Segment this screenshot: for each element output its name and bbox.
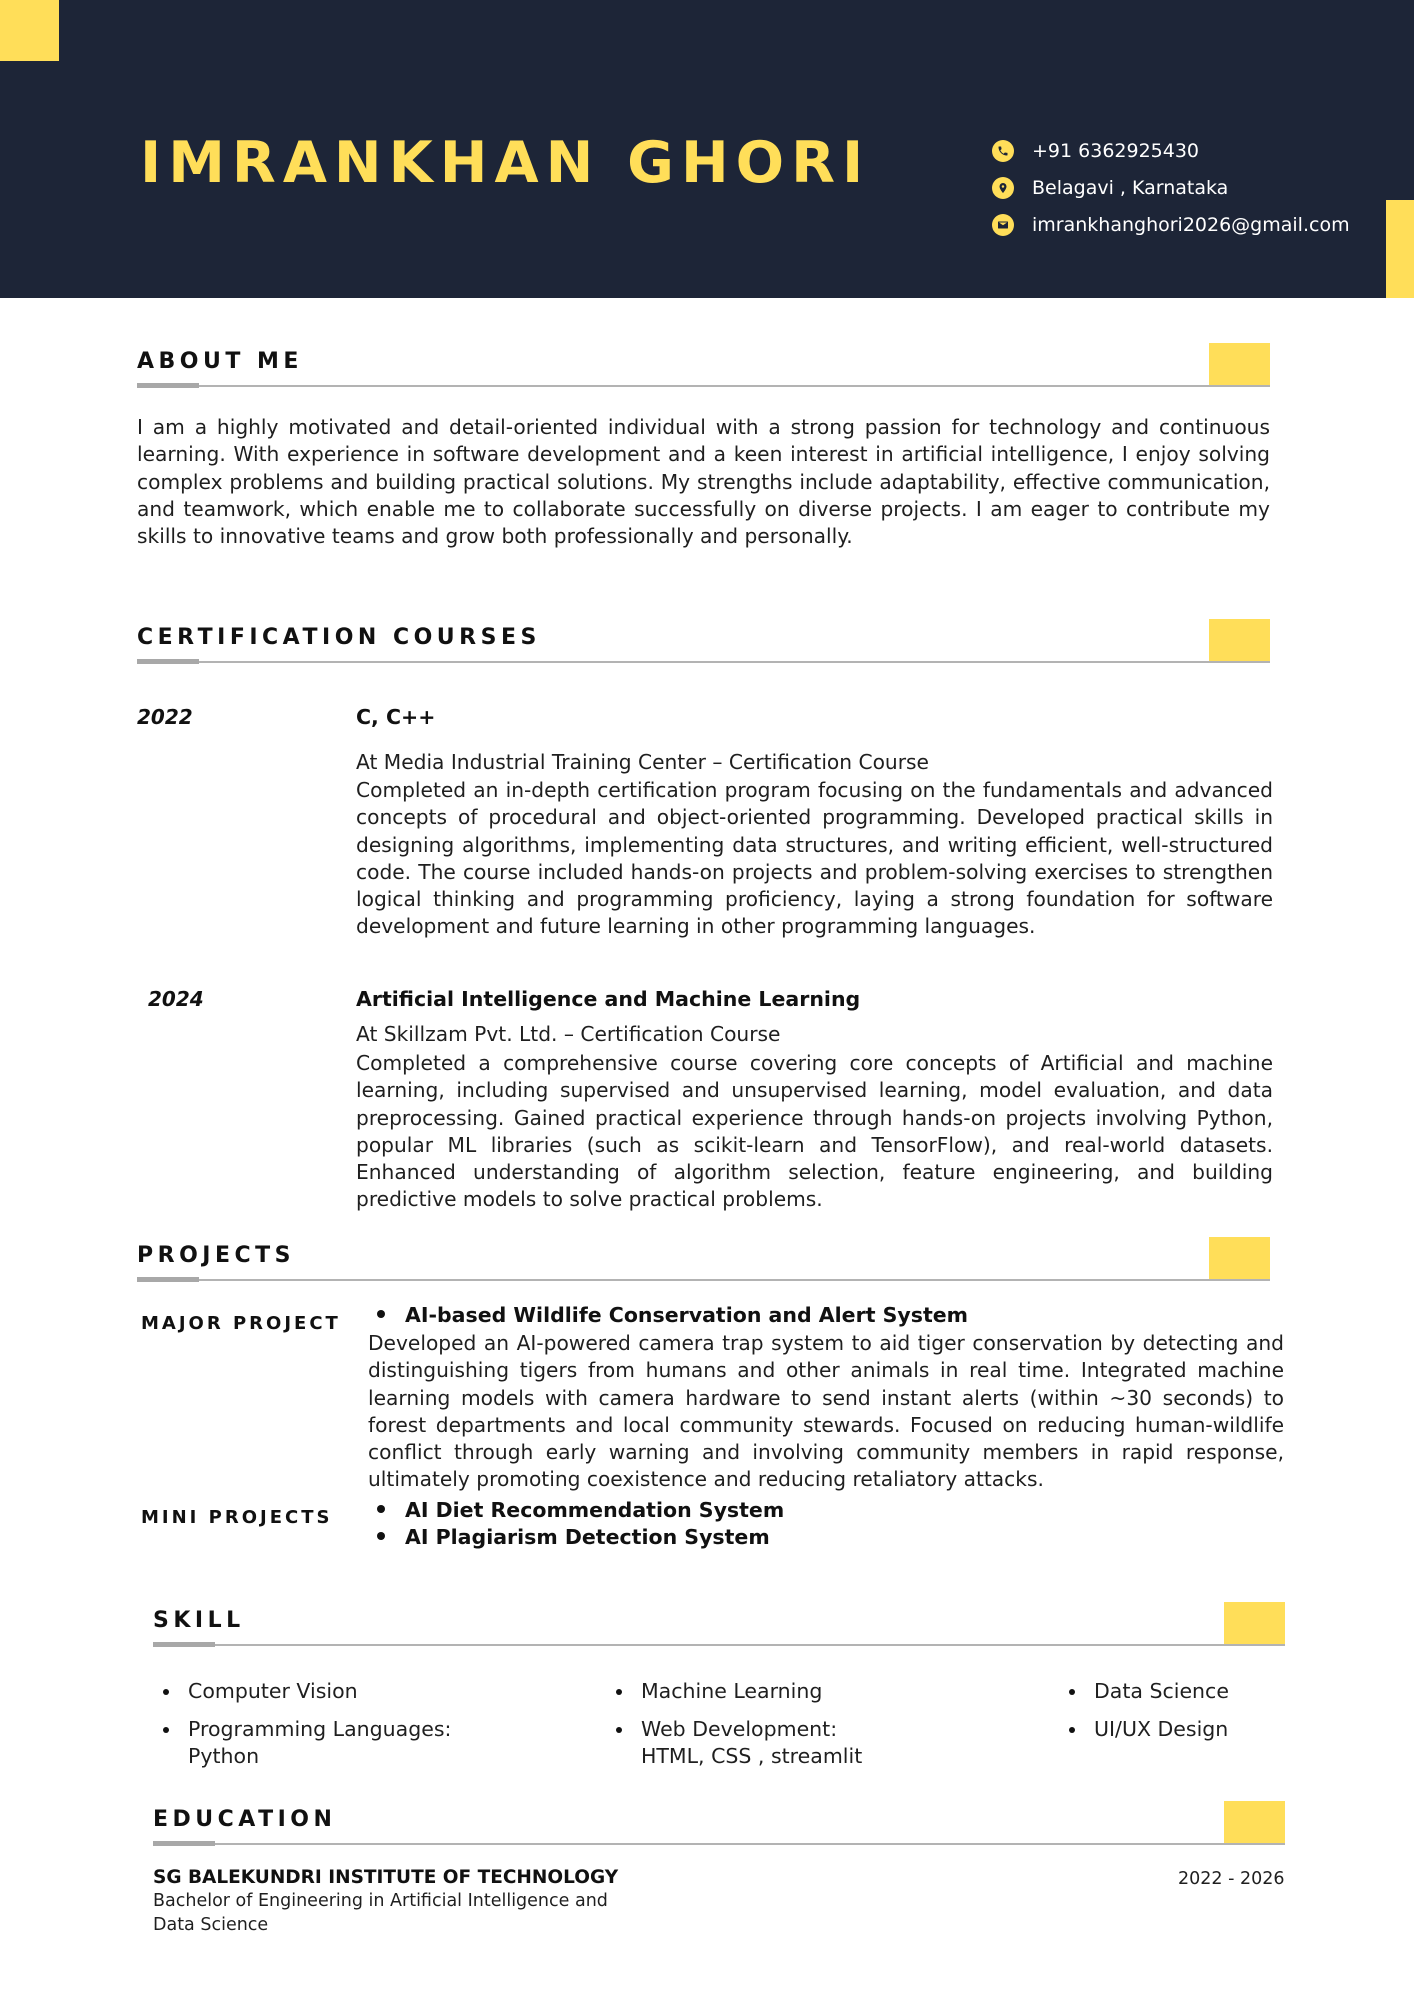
section-title: PROJECTS — [137, 1243, 295, 1268]
section-divider — [153, 1644, 1285, 1646]
section-accent-square — [1209, 619, 1270, 661]
section-divider — [137, 1279, 1270, 1281]
bullet-icon — [616, 1689, 622, 1695]
email-text[interactable]: imrankhanghori2026@gmail.com — [1032, 214, 1350, 236]
section-divider-accent — [137, 659, 199, 664]
major-project-label: MAJOR PROJECT — [141, 1313, 341, 1334]
section-accent-square — [1224, 1602, 1285, 1644]
mini-projects-label: MINI PROJECTS — [141, 1507, 333, 1528]
education-institution: SG BALEKUNDRI INSTITUTE OF TECHNOLOGY — [153, 1867, 619, 1888]
section-skills — [153, 1602, 1285, 1658]
section-divider — [153, 1843, 1285, 1845]
section-title: EDUCATION — [153, 1807, 337, 1832]
location-text: Belagavi , Karnataka — [1032, 177, 1229, 199]
course-organization: At Media Industrial Training Center – Certification Course — [356, 750, 929, 774]
skill-item: Machine Learning — [641, 1678, 822, 1705]
phone-icon — [992, 140, 1014, 162]
course-year: 2024 — [148, 987, 204, 1011]
bullet-icon — [616, 1727, 622, 1733]
bullet-icon — [377, 1505, 385, 1513]
phone-text[interactable]: +91 6362925430 — [1032, 140, 1200, 162]
course-year: 2022 — [137, 705, 193, 729]
course-title: Artificial Intelligence and Machine Learning — [356, 987, 861, 1011]
bullet-icon — [377, 1310, 385, 1318]
skill-item: Data Science — [1094, 1678, 1229, 1705]
section-accent-square — [1209, 343, 1270, 385]
bullet-icon — [377, 1532, 385, 1540]
course-description: Completed a comprehensive course covering core concepts of Artificial and machine learning, including supervised and unsupervised learning, model evaluation, and data preprocessing. Gained practical experience through hands-on projects involving Python, popular ML libraries (such as scikit-learn and TensorFlow), and real-world datasets. Enhanced understanding of algorithm selection, feature engineering, and building predictive models to solve practical problems. — [356, 1051, 1273, 1212]
section-divider-accent — [137, 1277, 199, 1282]
bullet-icon — [1069, 1689, 1075, 1695]
section-accent-square — [1209, 1237, 1270, 1279]
course-title: C, C++ — [356, 705, 436, 729]
skill-item: Programming Languages: Python — [188, 1716, 451, 1770]
section-divider — [137, 661, 1270, 663]
skill-item: Web Development: HTML, CSS , streamlit — [641, 1716, 862, 1770]
mini-project-item: AI Diet Recommendation System — [377, 1498, 784, 1522]
section-education — [153, 1801, 1285, 1857]
bullet-icon — [1069, 1727, 1075, 1733]
candidate-name: IMRANKHAN GHORI — [140, 130, 871, 196]
section-title: CERTIFICATION COURSES — [137, 625, 541, 650]
contact-location — [992, 173, 1392, 203]
course-organization: At Skillzam Pvt. Ltd. – Certification Course — [356, 1022, 781, 1046]
contact-email — [992, 210, 1392, 240]
location-pin-icon — [992, 177, 1014, 199]
section-accent-square — [1224, 1801, 1285, 1843]
email-icon — [992, 214, 1014, 236]
skill-item: UI/UX Design — [1094, 1716, 1228, 1743]
section-title: ABOUT ME — [137, 349, 303, 374]
mini-project-item: AI Plagiarism Detection System — [377, 1525, 770, 1549]
bullet-icon — [163, 1689, 169, 1695]
section-projects — [137, 1237, 1270, 1293]
major-project-description: Developed an AI-powered camera trap system to aid tiger conservation by detecting and distinguishing tigers from humans and other animals in real time. Integrated machine learning models with camera hardware to send instant alerts (within ~30 seconds) to forest departments and local community stewards. Focused on reducing human-wildlife conflict through early warning and involving community members in rapid response, ultimately promoting coexistence and reducing retaliatory attacks. — [368, 1331, 1284, 1492]
section-certifications — [137, 619, 1270, 675]
contact-phone — [992, 136, 1392, 166]
section-divider-accent — [153, 1841, 215, 1846]
course-description: Completed an in-depth certification program focusing on the fundamentals and advanced concepts of procedural and object-oriented programming. Developed practical skills in designing algorithms, implementing data structures, and writing efficient, well-structured code. The course included hands-on projects and problem-solving exercises to strengthen logical thinking and programming proficiency, laying a strong foundation for software development and future learning in other programming languages. — [356, 778, 1273, 939]
bullet-icon — [163, 1727, 169, 1733]
skill-item: Computer Vision — [188, 1678, 358, 1705]
section-divider — [137, 385, 1270, 387]
about-text: I am a highly motivated and detail-oriented individual with a strong passion for technology and continuous learning. With experience in software development and a keen interest in artificial intelligence, I enjoy solving complex problems and building practical solutions. My strengths include adaptability, effective communication, and teamwork, which enable me to collaborate successfully on diverse projects. I am eager to contribute my skills to innovative teams and grow both professionally and personally. — [137, 415, 1270, 549]
section-about — [137, 343, 1270, 399]
decorative-corner-block — [0, 0, 59, 61]
section-title: SKILL — [153, 1608, 245, 1633]
section-divider-accent — [137, 383, 199, 388]
section-divider-accent — [153, 1642, 215, 1647]
education-degree: Bachelor of Engineering in Artificial Intelligence and Data Science — [153, 1891, 608, 1935]
major-project-title: AI-based Wildlife Conservation and Alert System — [377, 1303, 968, 1327]
education-years: 2022 - 2026 — [1178, 1869, 1285, 1889]
